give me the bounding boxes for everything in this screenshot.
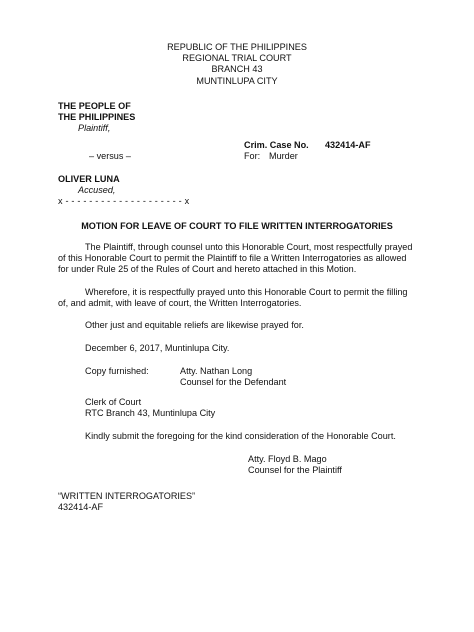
signer-role: Counsel for the Plaintiff xyxy=(248,465,342,475)
plaintiff-name-line2: THE PHILIPPINES xyxy=(58,112,136,122)
court-header xyxy=(0,42,474,87)
case-number-label: Crim. Case No. xyxy=(244,140,309,150)
header-court: REGIONAL TRIAL COURT xyxy=(182,53,292,64)
clerk-line1: Clerk of Court xyxy=(85,397,142,407)
para1-line1: The Plaintiff, through counsel unto this Honorable Court, most respectfully prayed xyxy=(85,242,413,252)
copy-furnished-name: Atty. Nathan Long xyxy=(180,366,253,376)
plaintiff-role: Plaintiff, xyxy=(78,123,111,133)
para3-text: Other just and equitable reliefs are likewise prayed for. xyxy=(85,320,304,330)
offense-value: Murder xyxy=(269,151,298,161)
accused-role: Accused, xyxy=(78,185,116,195)
header-city: MUNTINLUPA CITY xyxy=(196,75,278,86)
date-place: December 6, 2017, Muntinlupa City. xyxy=(85,343,230,353)
caption-separator: x - - - - - - - - - - - - - - - - - - - - x xyxy=(58,196,190,206)
plaintiff-name-line1: THE PEOPLE OF xyxy=(58,101,131,111)
header-branch: BRANCH 43 xyxy=(211,64,263,75)
para1-line2: of this Honorable Court to permit the Plaintiff to file a Written Interrogatories as allowed xyxy=(58,253,407,263)
para1-line3: for under Rule 25 of the Rules of Court and hereto attached in this Motion. xyxy=(58,264,357,274)
copy-furnished-role: Counsel for the Defendant xyxy=(180,377,287,387)
motion-title: MOTION FOR LEAVE OF COURT TO FILE WRITTEN INTERROGATORIES xyxy=(81,221,393,231)
para2-line2: of, and admit, with leave of court, the Written Interrogatories. xyxy=(58,298,302,308)
footer-case-number: 432414-AF xyxy=(58,502,103,512)
accused-name: OLIVER LUNA xyxy=(58,174,120,184)
case-number-value: 432414-AF xyxy=(325,140,371,150)
versus-text: – versus – xyxy=(89,151,131,161)
para2-line1: Wherefore, it is respectfully prayed unto this Honorable Court to permit the filling xyxy=(85,287,408,297)
clerk-line2: RTC Branch 43, Muntinlupa City xyxy=(85,408,216,418)
kindly-submit-text: Kindly submit the foregoing for the kind consideration of the Honorable Court. xyxy=(85,431,396,441)
offense-label: For: xyxy=(244,151,261,161)
signer-name: Atty. Floyd B. Mago xyxy=(248,454,327,464)
header-republic: REPUBLIC OF THE PHILIPPINES xyxy=(167,42,307,52)
copy-furnished-label: Copy furnished: xyxy=(85,366,149,376)
footer-heading: “WRITTEN INTERROGATORIES” xyxy=(58,491,196,501)
